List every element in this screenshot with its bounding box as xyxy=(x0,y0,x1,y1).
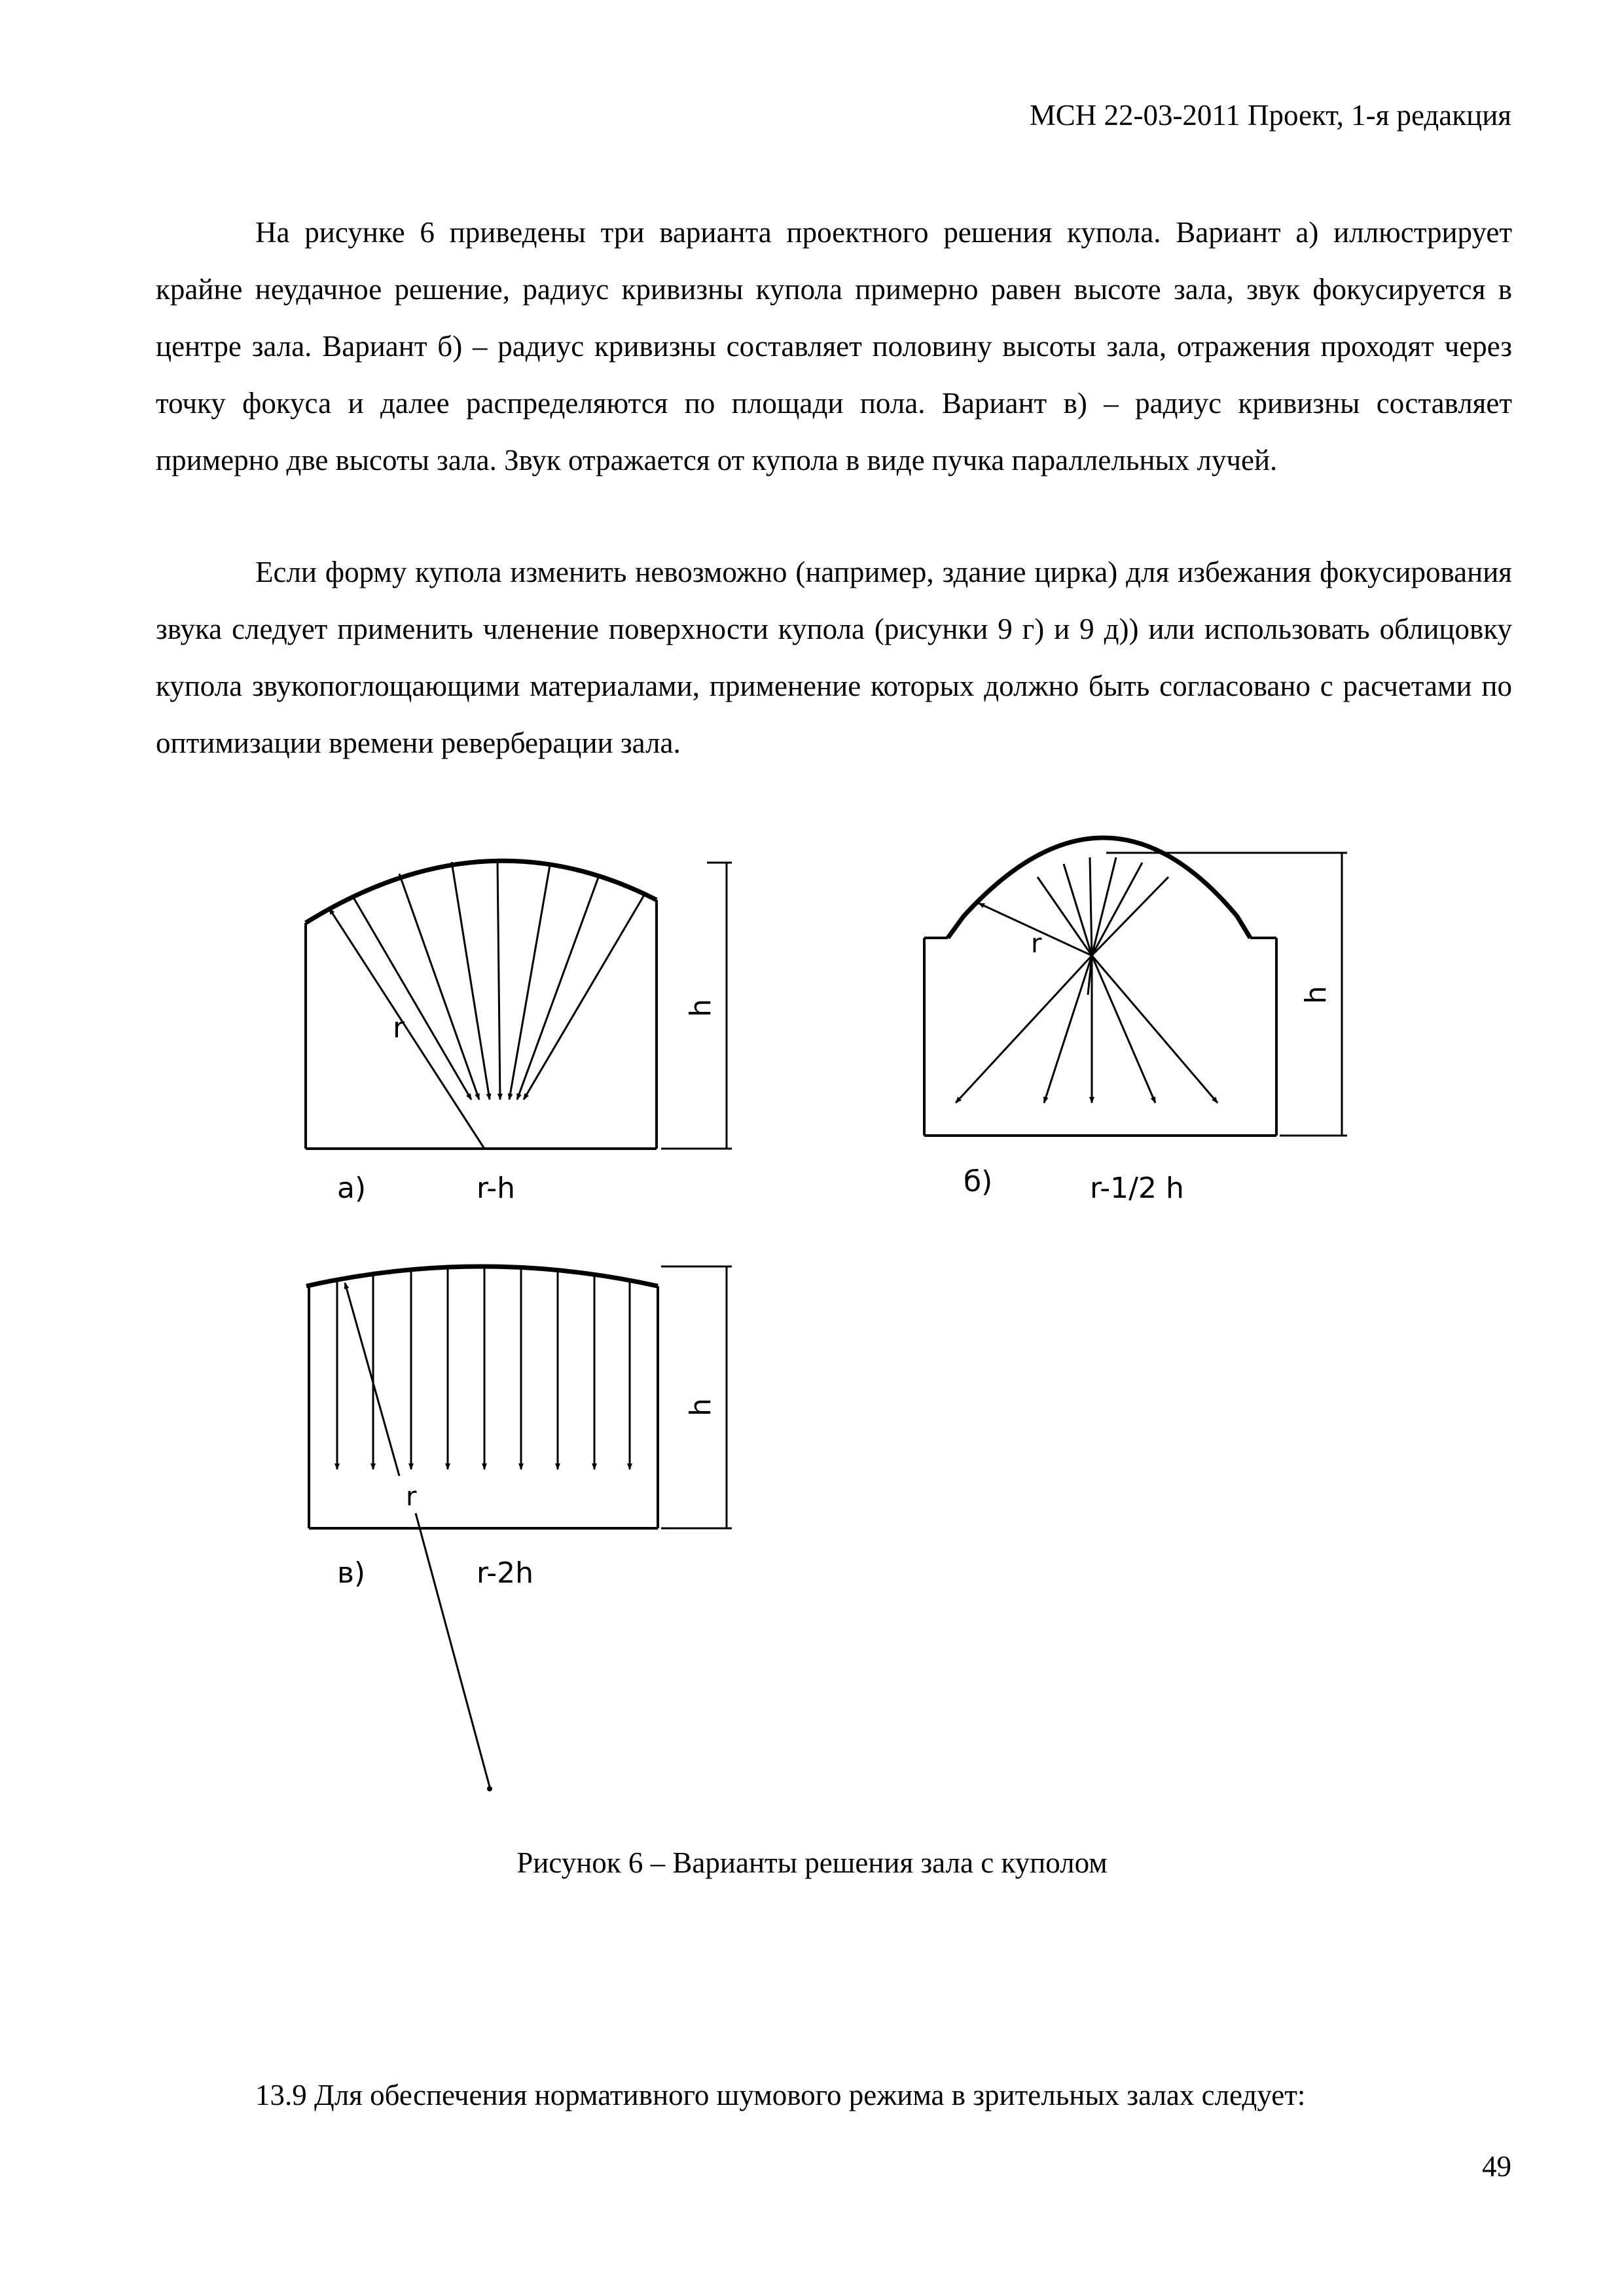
height-label-b: h xyxy=(1299,986,1333,1004)
reflection-rays-a xyxy=(352,861,645,1100)
section-13-9: 13.9 Для обеспечения нормативного шумового режима в зрительных залах следует: xyxy=(255,2079,1306,2111)
reflection-rays-b xyxy=(956,857,1218,1103)
diagram-variant-a xyxy=(306,861,732,1149)
radius-label-c: r xyxy=(406,1482,417,1512)
height-label-a: h xyxy=(684,999,717,1017)
paragraph-2-text: Если форму купола изменить невозможно (например, здание цирка) для избежания фокусирования звука следует применить членение поверхности купола (рисунки 9 г) и 9 д)) или использовать облицовку купола звукопоглощающими материалами, применение которых должно быть согласовано с расчетами по оптимизации времени реверберации зала. xyxy=(156,556,1512,759)
variant-label-c: в) xyxy=(337,1556,366,1590)
radius-label-a: r xyxy=(393,1011,405,1045)
radius-label-b: r xyxy=(1031,929,1042,959)
radius-line-a xyxy=(329,908,484,1149)
reflection-rays-c xyxy=(337,1267,630,1469)
page-number: 49 xyxy=(1482,2150,1511,2183)
diagram-variant-b xyxy=(924,838,1347,1136)
formula-label-b: r-1/2 h xyxy=(1090,1172,1184,1205)
radius-center-c xyxy=(487,1786,492,1791)
figure-caption: Рисунок 6 – Варианты решения зала с куполом xyxy=(516,1846,1108,1879)
paragraph-1-text: На рисунке 6 приведены три варианта проектного решения купола. Вариант а) иллюстрирует крайне неудачное решение, радиус кривизны купола примерно равен высоте зала, звук фокусируется в центре зала. Вариант б) – радиус кривизны составляет половину высоты зала, отражения проходят через точку фокуса и далее распределяются по площади пола. Вариант в) – радиус кривизны составляет примерно две высоты зала. Звук отражается от купола в виде пучка параллельных лучей. xyxy=(156,216,1512,476)
variant-label-b: б) xyxy=(964,1165,993,1198)
variant-label-a: а) xyxy=(337,1172,367,1205)
height-label-c: h xyxy=(684,1398,717,1416)
document-header: МСН 22-03-2011 Проект, 1-я редакция xyxy=(1029,99,1511,132)
dome-arc-c xyxy=(306,1266,658,1286)
radius-line-c-lower xyxy=(416,1513,490,1787)
formula-label-a: r-h xyxy=(477,1172,516,1205)
diagram-variant-c xyxy=(306,1266,732,1791)
height-dimension-c xyxy=(661,1266,732,1528)
formula-label-c: r-2h xyxy=(477,1556,534,1590)
dome-arc-a xyxy=(306,861,657,923)
